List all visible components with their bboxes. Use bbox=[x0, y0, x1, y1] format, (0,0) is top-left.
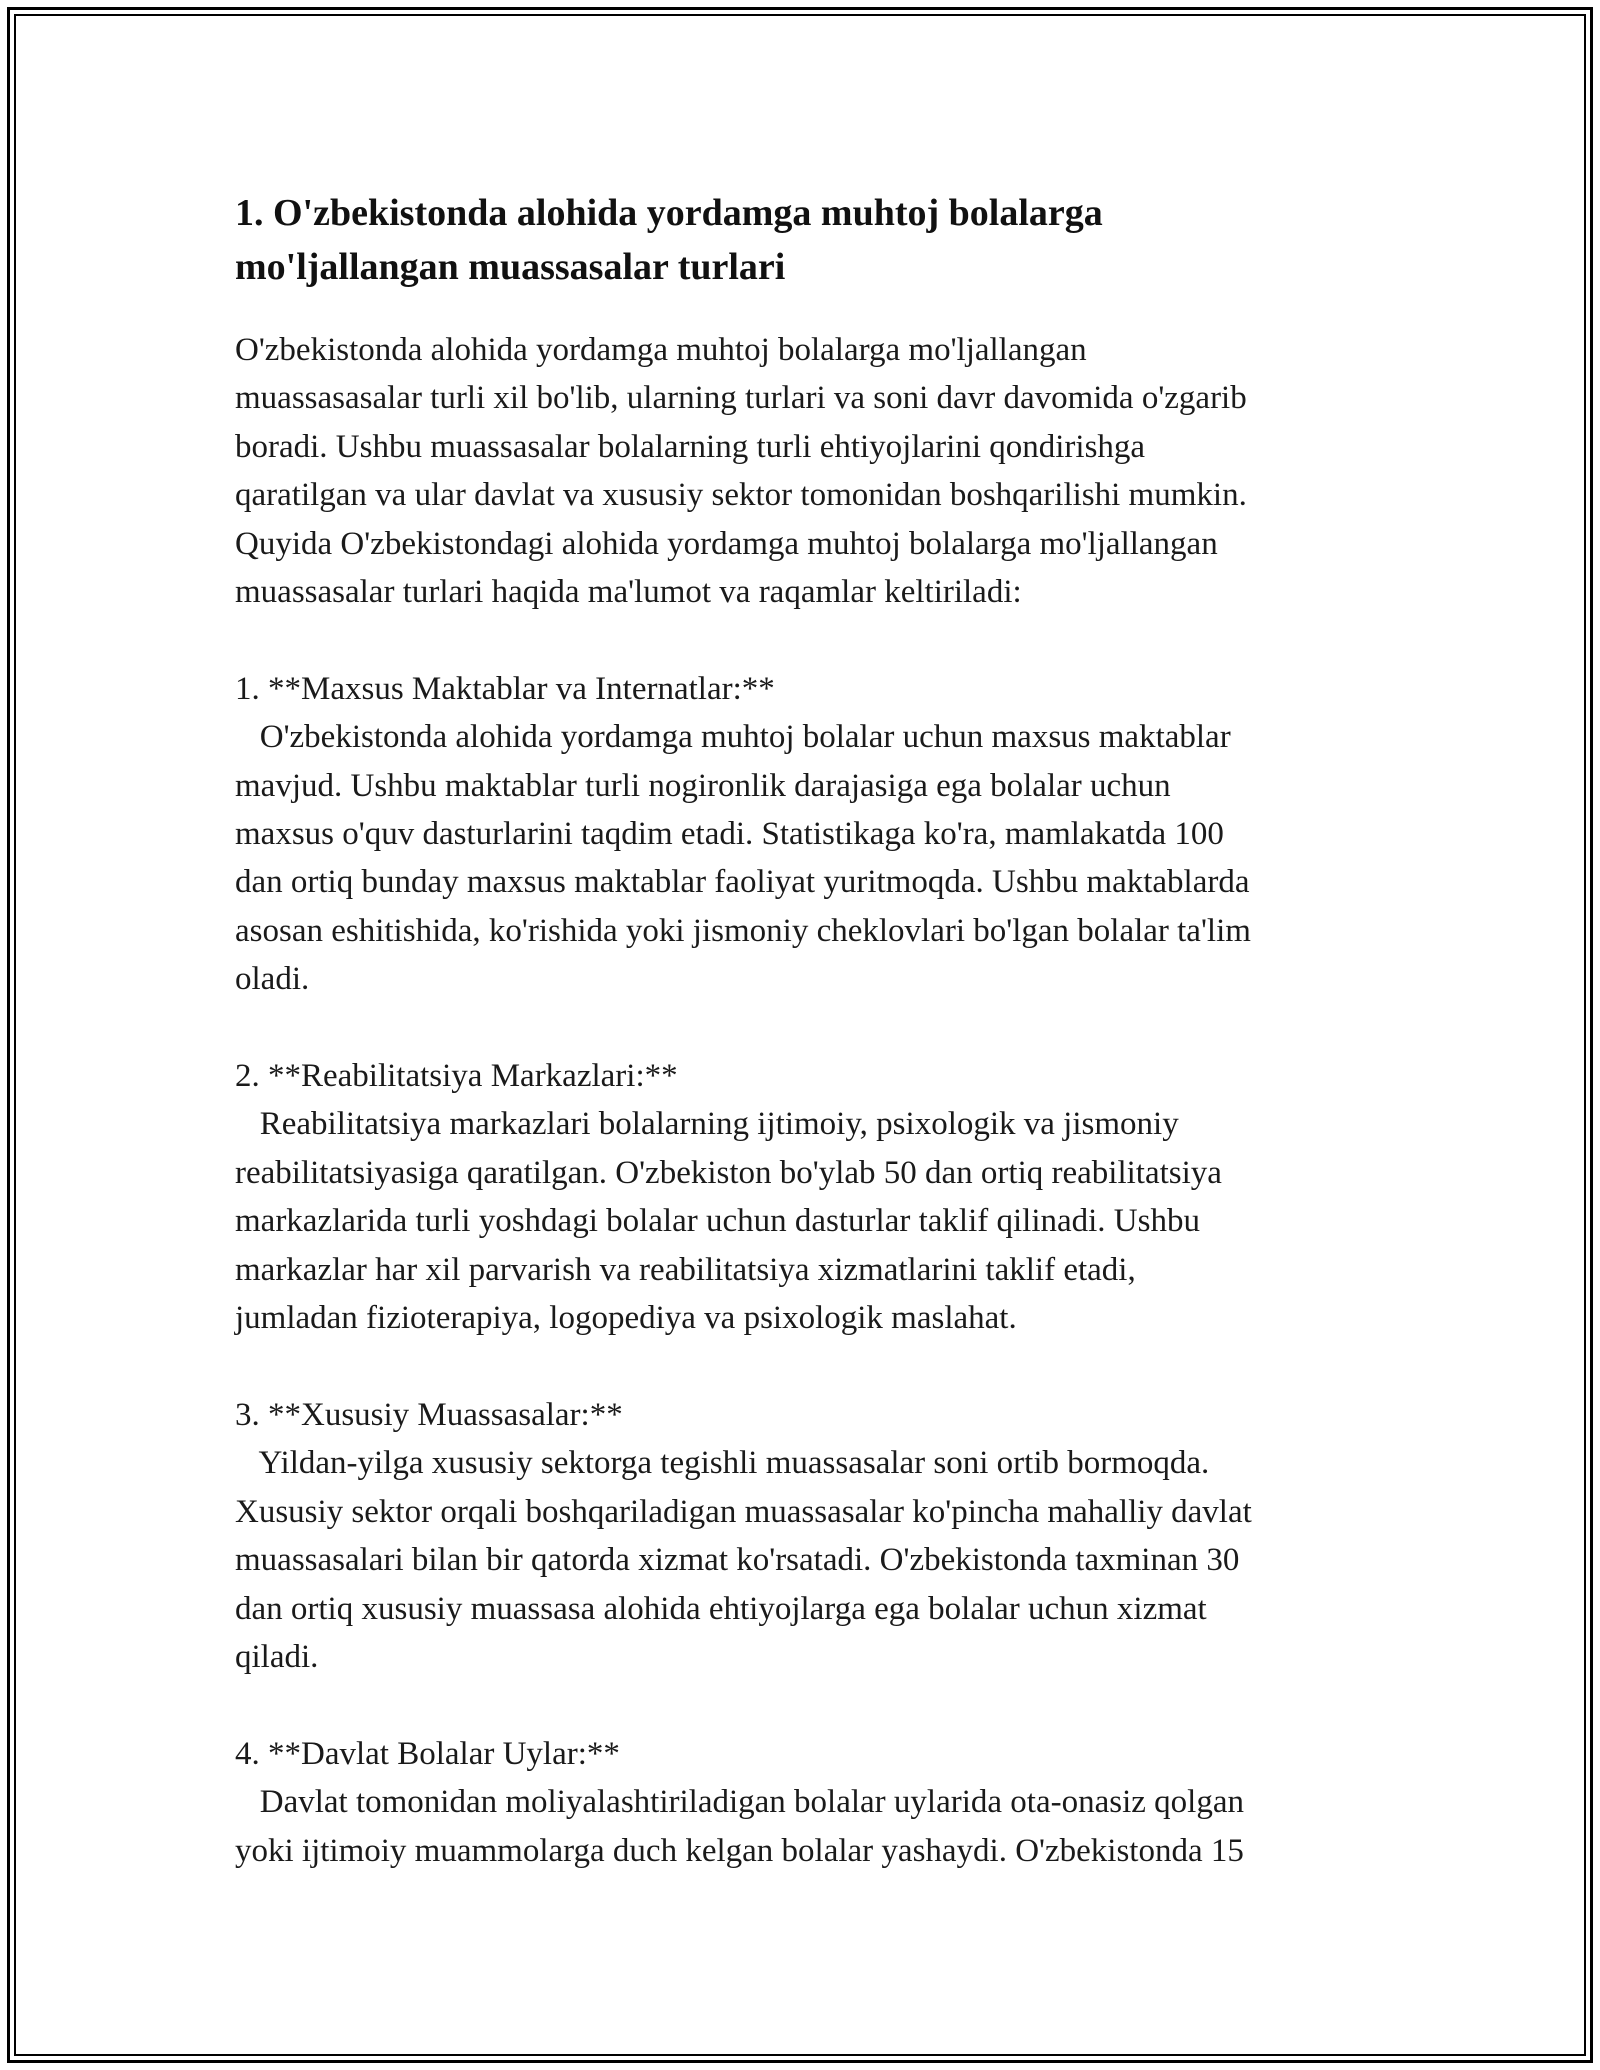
paragraph-line: markazlar har xil parvarish va reabilitatsiya xizmatlarini taklif etadi, bbox=[235, 1251, 1136, 1288]
blank-line bbox=[235, 1681, 1390, 1729]
list-item-title: 2. **Reabilitatsiya Markazlari:** bbox=[235, 1058, 678, 1095]
document-page bbox=[235, 186, 1390, 1875]
list-item-special-schools bbox=[235, 665, 1390, 1004]
list-item-title: 3. **Xususiy Muassasalar:** bbox=[235, 1396, 623, 1433]
paragraph-line: mavjud. Ushbu maktablar turli nogironlik darajasiga ega bolalar uchun bbox=[235, 767, 1171, 804]
paragraph-line: dan ortiq bunday maxsus maktablar faoliyat yuritmoqda. Ushbu maktablarda bbox=[235, 864, 1250, 901]
paragraph-line: markazlarida turli yoshdagi bolalar uchun dasturlar taklif qilinadi. Ushbu bbox=[235, 1203, 1200, 1240]
paragraph-line: muassasasalar turli xil bo'lib, ularning turlari va soni davr davomida o'zgarib bbox=[235, 380, 1247, 417]
paragraph-line: O'zbekistonda alohida yordamga muhtoj bolalar uchun maxsus maktablar bbox=[235, 719, 1231, 756]
heading-line: mo'ljallangan muassasalar turlari bbox=[235, 246, 786, 288]
paragraph-line: asosan eshitishida, ko'rishida yoki jismoniy cheklovlari bo'lgan bolalar ta'lim bbox=[235, 912, 1251, 949]
list-item-state-orphanages bbox=[235, 1730, 1390, 1875]
paragraph-line: oladi. bbox=[235, 961, 310, 998]
paragraph-line: Quyida O'zbekistondagi alohida yordamga muhtoj bolalarga mo'ljallangan bbox=[235, 525, 1218, 562]
blank-line bbox=[235, 616, 1390, 664]
intro-paragraph bbox=[235, 326, 1390, 616]
blank-line bbox=[235, 1004, 1390, 1052]
paragraph-line: maxsus o'quv dasturlarini taqdim etadi. Statistikaga ko'ra, mamlakatda 100 bbox=[235, 816, 1224, 853]
list-item-title: 1. **Maxsus Maktablar va Internatlar:** bbox=[235, 670, 775, 707]
heading-line: 1. O'zbekistonda alohida yordamga muhtoj bolalarga bbox=[235, 192, 1103, 234]
paragraph-line: reabilitatsiyasiga qaratilgan. O'zbekiston bo'ylab 50 dan ortiq reabilitatsiya bbox=[235, 1154, 1222, 1191]
paragraph-line: qiladi. bbox=[235, 1638, 319, 1675]
list-item-title: 4. **Davlat Bolalar Uylar:** bbox=[235, 1735, 620, 1772]
paragraph-line: O'zbekistonda alohida yordamga muhtoj bolalarga mo'ljallangan bbox=[235, 332, 1087, 368]
paragraph-line: muassasalari bilan bir qatorda xizmat ko'rsatadi. O'zbekistonda taxminan 30 bbox=[235, 1542, 1240, 1579]
section-heading bbox=[235, 186, 1390, 294]
blank-line bbox=[235, 1343, 1390, 1391]
paragraph-line: muassasalar turlari haqida ma'lumot va raqamlar keltiriladi: bbox=[235, 574, 1022, 611]
paragraph-line: Yildan-yilga xususiy sektorga tegishli muassasalar soni ortib bormoqda. bbox=[235, 1445, 1210, 1482]
paragraph-line: qaratilgan va ular davlat va xususiy sektor tomonidan boshqarilishi mumkin. bbox=[235, 477, 1247, 514]
paragraph-line: yoki ijtimoiy muammolarga duch kelgan bolalar yashaydi. O'zbekistonda 15 bbox=[235, 1832, 1244, 1869]
paragraph-line: Reabilitatsiya markazlari bolalarning ijtimoiy, psixologik va jismoniy bbox=[235, 1106, 1179, 1143]
list-item-private-institutions bbox=[235, 1391, 1390, 1681]
list-item-rehab-centers bbox=[235, 1052, 1390, 1342]
paragraph-line: dan ortiq xususiy muassasa alohida ehtiyojlarga ega bolalar uchun xizmat bbox=[235, 1590, 1207, 1627]
paragraph-line: Xususiy sektor orqali boshqariladigan muassasalar ko'pincha mahalliy davlat bbox=[235, 1493, 1252, 1530]
paragraph-line: Davlat tomonidan moliyalashtiriladigan bolalar uylarida ota-onasiz qolgan bbox=[235, 1784, 1244, 1821]
paragraph-line: jumladan fizioterapiya, logopediya va psixologik maslahat. bbox=[235, 1300, 1017, 1337]
paragraph-line: boradi. Ushbu muassasalar bolalarning turli ehtiyojlarini qondirishga bbox=[235, 428, 1146, 465]
